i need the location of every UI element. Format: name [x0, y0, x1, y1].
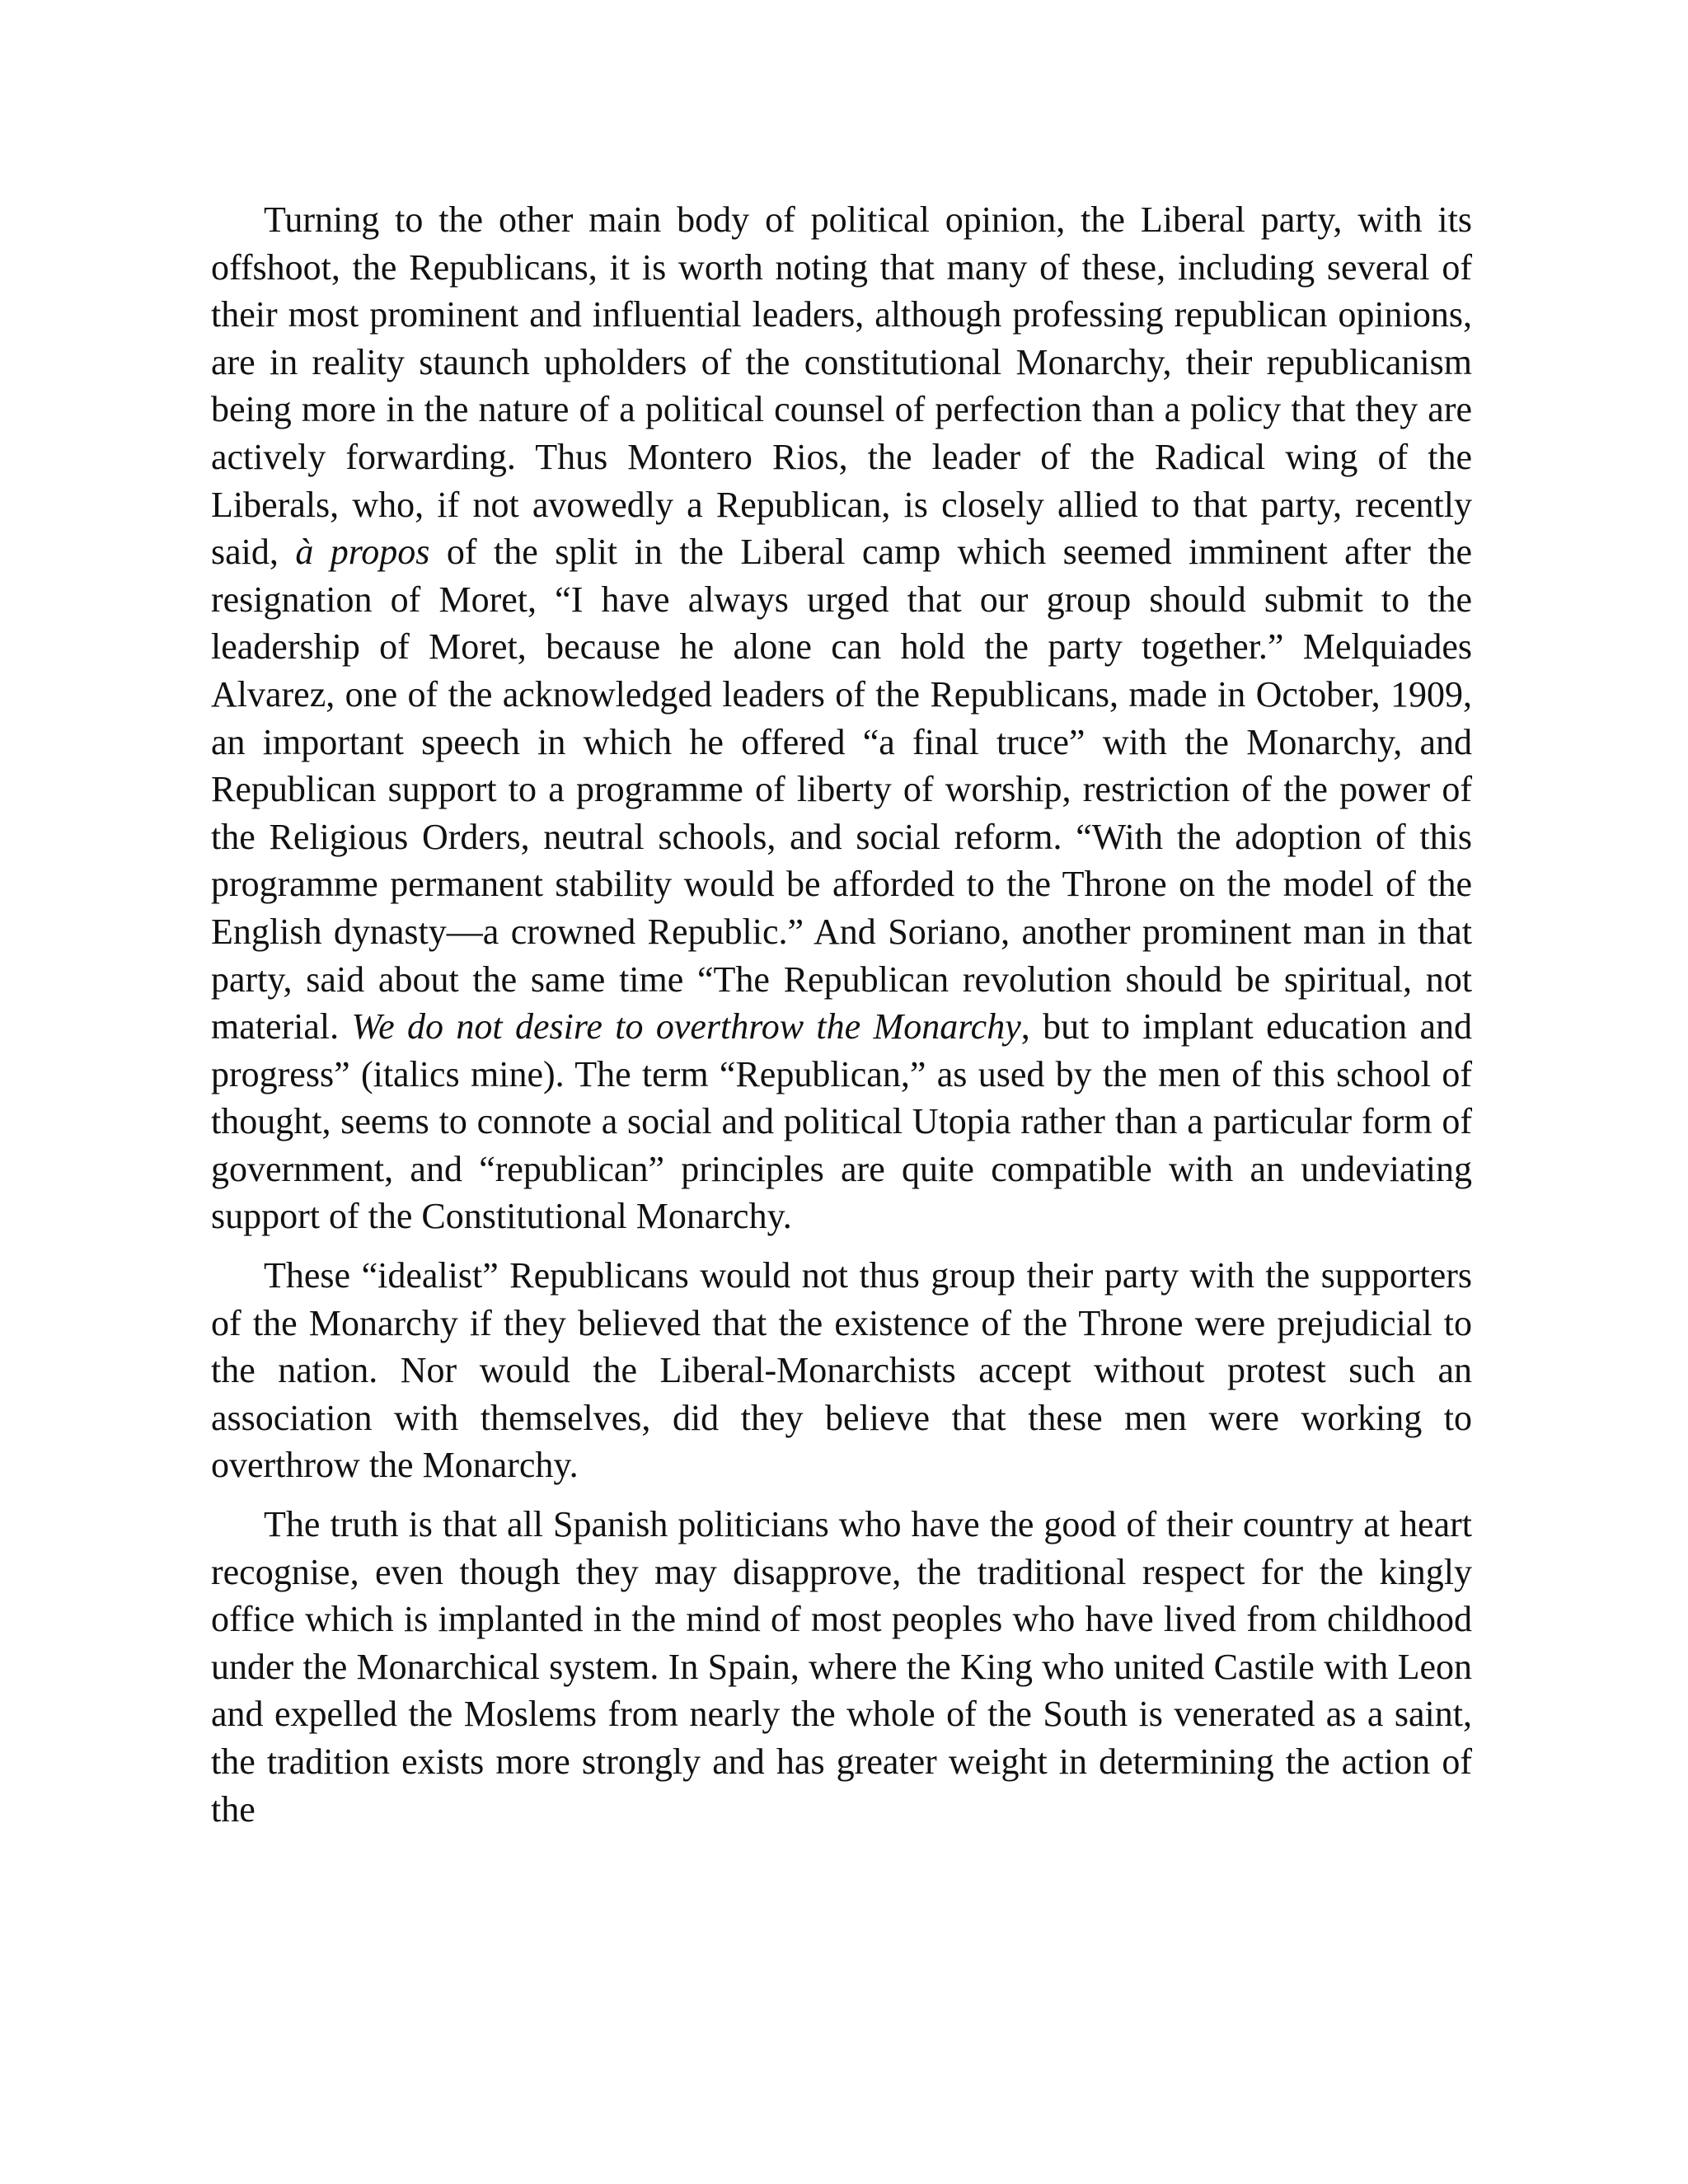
text-segment: The truth is that all Spanish politicians who have the good of their country at heart recognise, even though they may disapprove, the traditional respect for the kingly office which is implanted in the mind of most peoples who have lived from childhood under the Monarchical system. In Spain, where the King who united Castile with Leon and expelled the Moslems from nearly the whole of the South is venerated as a saint, the tradition exists more strongly and has greater weight in determining the action of the	[211, 1504, 1472, 1830]
paragraph-idealist-republicans	[211, 1252, 1472, 1489]
italic-phrase-a-propos: à propos	[295, 532, 430, 573]
text-segment: , but to implant education and progress” (italics mine). The term “Republican,” as used by the men of this school of thought, seems to connote a social and political Utopia rather than a particular form of government, and “republican” principles are quite compatible with an undeviating support of the Constitutional Monarchy.	[211, 1006, 1473, 1237]
paragraph-spanish-politicians	[211, 1501, 1472, 1833]
text-segment: These “idealist” Republicans would not thus group their party with the supporters of the Monarchy if they believed that the existence of the Throne were prejudicial to the nation. Nor would the Liberal-Monarchists accept without protest such an association with themselves, did they believe that these men were working to overthrow the Monarchy.	[211, 1255, 1472, 1486]
text-segment: Turning to the other main body of political opinion, the Liberal party, with its offshoot, the Republicans, it is worth noting that many of these, including several of their most prominent and influential leaders, although professing republican opinions, are in reality staunch upholders of the constitutional Monarchy, their republicanism being more in the nature of a political counsel of perfection than a policy that they are actively forwarding. Thus Montero Rios, the leader of the Radical wing of the Liberals, who, if not avowedly a Republican, is closely allied to that party, recently said,	[211, 199, 1472, 573]
paragraph-liberal-party	[211, 196, 1472, 1240]
italic-quote-overthrow: We do not desire to overthrow the Monarchy	[351, 1006, 1021, 1047]
document-page	[211, 196, 1472, 1833]
text-segment: of the split in the Liberal camp which seemed imminent after the resignation of Moret, “I have always urged that our group should submit to the leadership of Moret, because he alone can hold the party together.” Melquiades Alvarez, one of the acknowledged leaders of the Republicans, made in October, 1909, an important speech in which he offered “a final truce” with the Monarchy, and Republican support to a programme of liberty of worship, restriction of the power of the Religious Orders, neutral schools, and social reform. “With the adoption of this programme permanent stability would be afforded to the Throne on the model of the English dynasty—a crowned Republic.” And Soriano, another prominent man in that party, said about the same time “The Republican revolution should be spiritual, not material.	[211, 532, 1472, 1047]
